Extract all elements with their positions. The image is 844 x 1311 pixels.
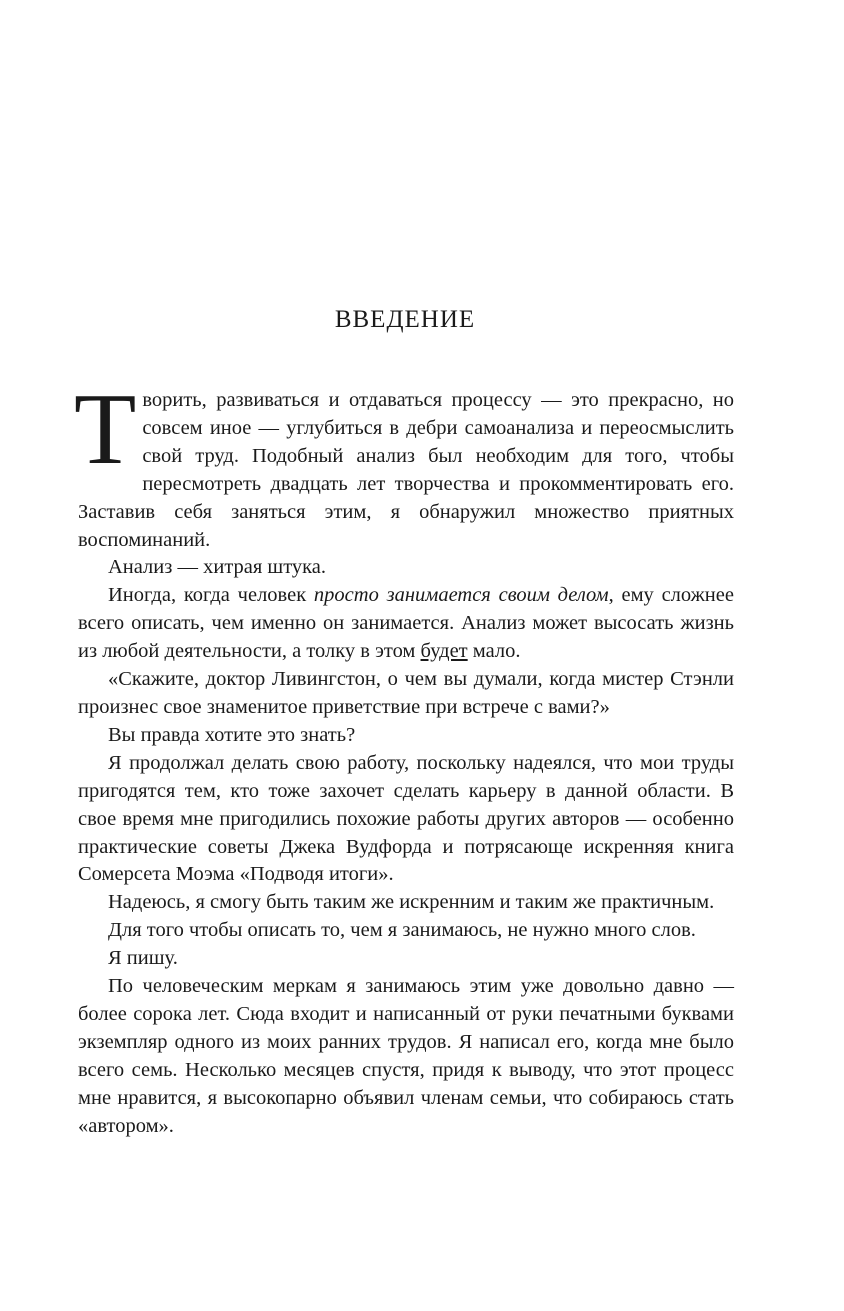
paragraph-7: Надеюсь, я смогу быть таким же искренним и таким же практичным. <box>108 891 715 914</box>
drop-cap: Т <box>74 373 137 486</box>
paragraph-3-underlined: будет <box>420 640 468 663</box>
paragraph-8: Для того чтобы описать то, чем я занимаюсь, не нужно много слов. <box>108 919 696 942</box>
paragraph-3-before: Иногда, когда человек <box>108 584 314 607</box>
paragraph-1 <box>74 373 734 554</box>
paragraph-3-after: мало. <box>467 640 521 663</box>
paragraph-5: Вы правда хотите это знать? <box>108 723 356 746</box>
paragraph-1-text: ворить, развиваться и отдаваться процессу — это прекрасно, но совсем иное — углубиться в дебри самоанализа и переосмыслить свой труд. Подобный анализ был необходим для того, чтобы пересмотреть двадцать лет творчества и прокомментировать его. Заставив себя заняться этим, я обнаружил множество приятных воспоминаний. <box>78 389 734 551</box>
paragraph-9: Я пишу. <box>108 947 178 970</box>
paragraph-2: Анализ — хитрая штука. <box>108 556 327 579</box>
paragraph-3 <box>78 582 734 666</box>
paragraph-10: По человеческим меркам я занимаюсь этим уже довольно давно — более сорока лет. Сюда входит и написанный от руки печатными буквами экземпляр одного из моих ранних трудов. Я написал его, когда мне было всего семь. Несколько месяцев спустя, придя к выводу, что этот процесс мне нравится, я высокопарно объявил членам семьи, что собираюсь стать «автором». <box>78 975 734 1137</box>
paragraph-3-middle: , ему сложнее всего описать, чем именно он занимается. Анализ может высосать жизнь из любой деятельности, а толку в этом <box>78 584 734 663</box>
body-text <box>74 373 734 1140</box>
paragraph-3-italic: просто занимается своим делом <box>313 584 609 607</box>
paragraph-4: «Скажите, доктор Ливингстон, о чем вы думали, когда мистер Стэнли произнес свое знаменитое приветствие при встрече с вами?» <box>78 668 734 718</box>
paragraph-6: Я продолжал делать свою работу, поскольку надеялся, что мои труды пригодятся тем, кто тоже захочет сделать карьеру в данной области. В свое время мне пригодились похожие работы других авторов — особенно практические советы Джека Вудфорда и потрясающе искренняя книга Сомерсета Моэма «Подводя итоги». <box>78 751 734 886</box>
chapter-title: ВВЕДЕНИЕ <box>334 306 476 333</box>
